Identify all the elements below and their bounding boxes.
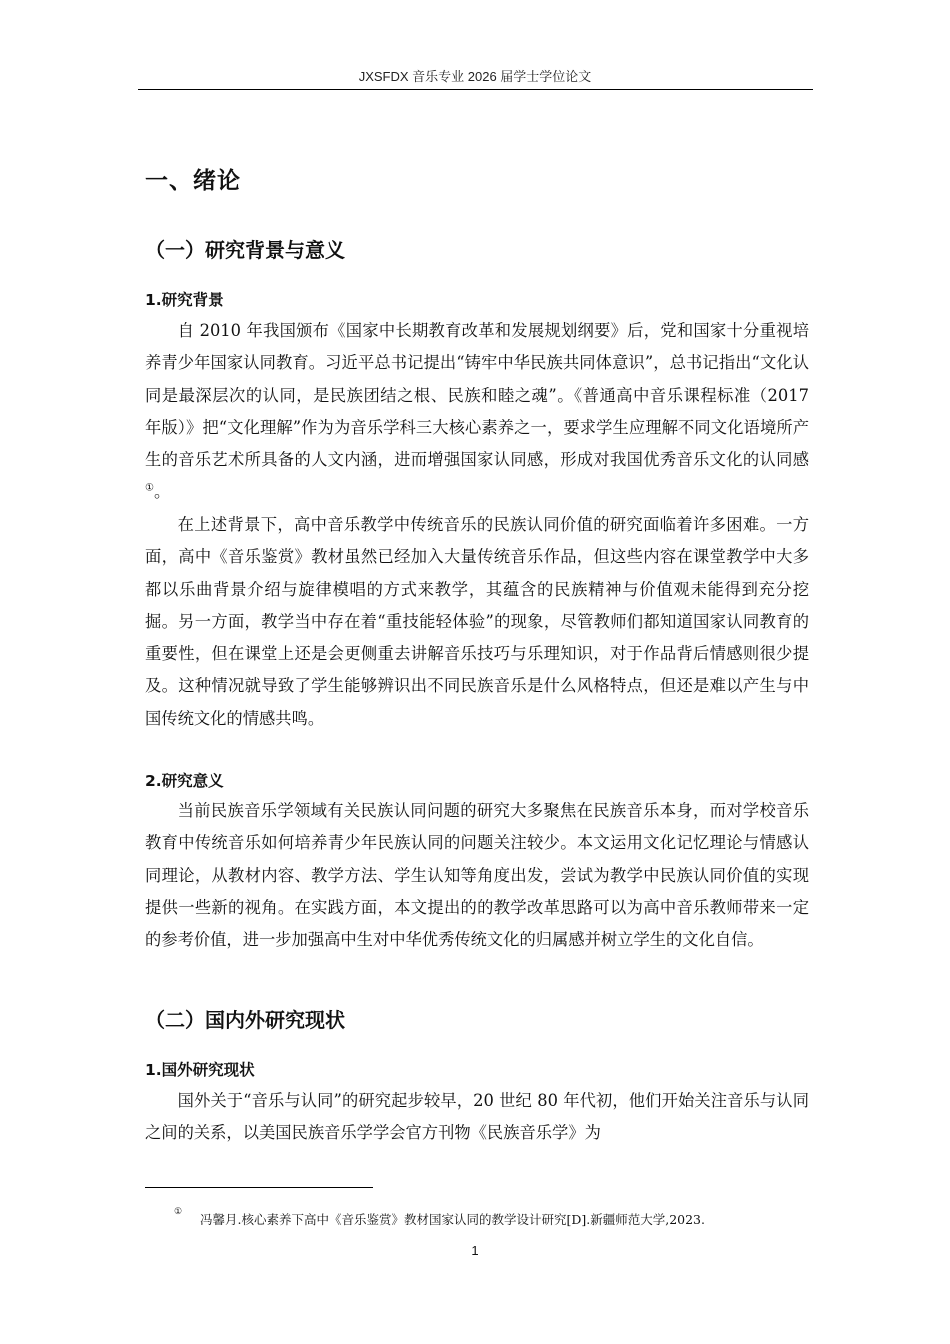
paragraph-significance: 当前民族音乐学领域有关民族认同问题的研究大多聚焦在民族音乐本身，而对学校音乐教育中传统音乐如何培养青少年民族认同的问题关注较少。本文运用文化记忆理论与情感认同理论，从教材内容、教学方法、学生认知等角度出发，尝试为教学中民族认同价值的实现提供一些新的视角。在实践方面，本文提出的的教学改革思路可以为高中音乐教师带来一定的参考价值，进一步加强高中生对中华优秀传统文化的归属感并树立学生的文化自信。 bbox=[145, 801, 809, 950]
running-header: JXSFDX 音乐专业 2026 届学士学位论文 bbox=[358, 69, 592, 84]
paragraph-background-2: 在上述背景下，高中音乐教学中传统音乐的民族认同价值的研究面临着许多困难。一方面，高中《音乐鉴赏》教材虽然已经加入大量传统音乐作品，但这些内容在课堂教学中大多都以乐曲背景介绍与旋律模唱的方式来教学，其蕴含的民族精神与价值观未能得到充分挖掘。另一方面，教学当中存在着“重技能轻体验”的现象，尽管教师们都知道国家认同教育的重要性，但在课堂上还是会更侧重去讲解音乐技巧与乐理知识，对于作品背后情感则很少提及。这种情况就导致了学生能够辨识出不同民族音乐是什么风格特点，但还是难以产生与中国传统文化的情感共鸣。 bbox=[145, 515, 809, 728]
paragraph-background-1: 自 2010 年我国颁布《国家中长期教育改革和发展规划纲要》后，党和国家十分重视培养青少年国家认同教育。习近平总书记提出“铸牢中华民族共同体意识”，总书记指出“文化认同是最深层次的认同，是民族团结之根、民族和睦之魂”。《普通高中音乐课程标准（2017 年版）》把“文化理解”作为为音乐学科三大核心素养之一，要求学生应理解不同文化语境所产生的音乐艺术所具备的人文内涵，进而增强国家认同感，形成对我国优秀音乐文化的认同感①。 bbox=[145, 321, 809, 502]
footnote-reference[interactable]: ① bbox=[145, 483, 154, 495]
section-title-research-status: （二）国内外研究现状 bbox=[145, 1008, 345, 1032]
page-number: 1 bbox=[471, 1243, 479, 1258]
section-title-background: （一）研究背景与意义 bbox=[145, 238, 345, 262]
footnote-text: 冯馨月.核心素养下高中《音乐鉴赏》教材国家认同的教学设计研究[D].新疆师范大学,2023. bbox=[200, 1212, 705, 1227]
subsection-title-significance: 2.研究意义 bbox=[145, 772, 224, 790]
chapter-title: 一、绪论 bbox=[145, 168, 241, 194]
footnote-divider bbox=[145, 1187, 373, 1188]
paragraph-foreign-research: 国外关于“音乐与认同”的研究起步较早，20 世纪 80 年代初，他们开始关注音乐与认同之间的关系，以美国民族音乐学学会官方刊物《民族音乐学》为 bbox=[145, 1091, 809, 1143]
subsection-title-background: 1.研究背景 bbox=[145, 291, 224, 309]
subsection-title-foreign-research: 1.国外研究现状 bbox=[145, 1061, 255, 1079]
footnote-mark: ① bbox=[174, 1207, 183, 1217]
header-divider bbox=[138, 89, 813, 90]
